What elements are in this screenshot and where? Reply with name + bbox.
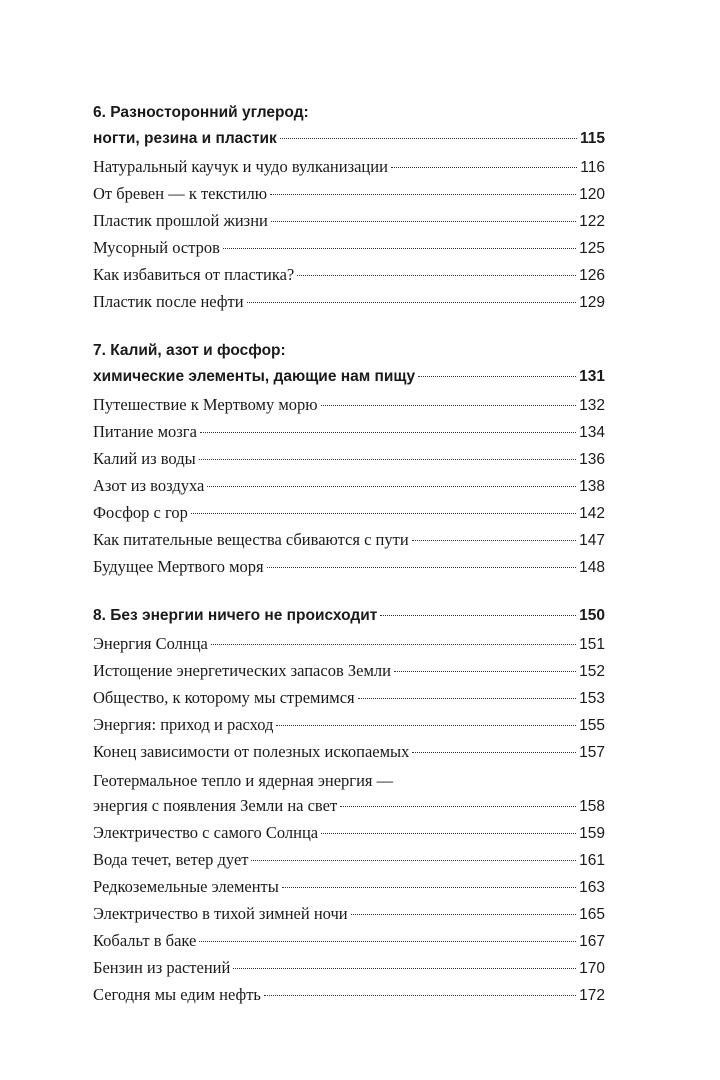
page-number: 172 — [579, 987, 605, 1004]
dot-leader — [247, 302, 577, 303]
toc-entry[interactable] — [93, 153, 605, 180]
chapter-subtitle: химические элементы, дающие нам пищу — [93, 368, 416, 385]
entry-title: Калий из воды — [93, 449, 196, 468]
toc-entry[interactable] — [93, 846, 605, 873]
toc-entry[interactable] — [93, 792, 605, 819]
toc-entry[interactable] — [93, 207, 605, 234]
chapter-8 — [93, 603, 605, 1008]
toc-entry[interactable] — [93, 499, 605, 526]
dot-leader — [340, 806, 576, 807]
entry-title: Электричество в тихой зимней ночи — [93, 904, 348, 923]
dot-leader — [351, 914, 577, 915]
dot-leader — [211, 644, 576, 645]
toc-entry[interactable] — [93, 954, 605, 981]
entry-title: Геотермальное тепло и ядерная энергия — — [93, 771, 394, 790]
dot-leader — [264, 995, 576, 996]
toc-entry[interactable] — [93, 180, 605, 207]
chapter-title-entry[interactable] — [93, 603, 605, 629]
toc-entry[interactable] — [93, 630, 605, 657]
entry-title: Сегодня мы едим нефть — [93, 985, 261, 1004]
toc-entry[interactable] — [93, 684, 605, 711]
chapter-6 — [93, 100, 605, 315]
entry-title: Редкоземельные элементы — [93, 877, 279, 896]
page-number: 134 — [579, 424, 605, 441]
dot-leader — [412, 540, 576, 541]
page-number: 151 — [579, 636, 605, 653]
toc-entry[interactable] — [93, 900, 605, 927]
entry-title: Фосфор с гор — [93, 503, 188, 522]
toc-entry[interactable] — [93, 711, 605, 738]
dot-leader — [200, 432, 576, 433]
dot-leader — [394, 671, 576, 672]
entry-title: энергия с появления Земли на свет — [93, 796, 338, 815]
chapter-title: 7. Калий, азот и фосфор: — [93, 342, 286, 359]
entry-title: Бензин из растений — [93, 958, 231, 977]
page-number: 153 — [579, 690, 605, 707]
dot-leader — [297, 275, 576, 276]
page-number: 122 — [579, 213, 605, 230]
page-number: 115 — [579, 130, 605, 147]
dot-leader — [391, 167, 577, 168]
page-number: 167 — [579, 933, 605, 950]
entry-title: Кобальт в баке — [93, 931, 197, 950]
page-number: 161 — [579, 852, 605, 869]
dot-leader — [223, 248, 576, 249]
entry-title: Как избавиться от пластика? — [93, 265, 295, 284]
entry-title: Как питательные вещества сбиваются с пути — [93, 530, 409, 549]
dot-leader — [251, 860, 576, 861]
toc-entry[interactable] — [93, 927, 605, 954]
page-number: 138 — [579, 478, 605, 495]
page-number: 132 — [579, 397, 605, 414]
dot-leader — [199, 941, 576, 942]
entry-title: Общество, к которому мы стремимся — [93, 688, 355, 707]
chapter-title: 6. Разносторонний углерод: — [93, 104, 309, 121]
toc-entry[interactable] — [93, 234, 605, 261]
toc-entry[interactable] — [93, 553, 605, 580]
dot-leader — [270, 194, 576, 195]
page-number: 163 — [579, 879, 605, 896]
page-number: 125 — [579, 240, 605, 257]
entry-title: Питание мозга — [93, 422, 197, 441]
dot-leader — [380, 615, 576, 616]
page-number: 155 — [579, 717, 605, 734]
dot-leader — [191, 513, 576, 514]
dot-leader — [412, 752, 576, 753]
entry-title: Пластик прошлой жизни — [93, 211, 268, 230]
page-number: 150 — [579, 607, 605, 624]
page-number: 147 — [579, 532, 605, 549]
entry-title: Натуральный каучук и чудо вулканизации — [93, 157, 388, 176]
chapter-7 — [93, 338, 605, 580]
entry-title: Вода течет, ветер дует — [93, 850, 249, 869]
dot-leader — [321, 405, 577, 406]
toc-entry-first-line[interactable] — [93, 770, 605, 792]
entry-title: Мусорный остров — [93, 238, 220, 257]
page-number: 170 — [579, 960, 605, 977]
toc-entry[interactable] — [93, 288, 605, 315]
entry-title: Будущее Мертвого моря — [93, 557, 264, 576]
dot-leader — [271, 221, 576, 222]
dot-leader — [199, 459, 576, 460]
table-of-contents — [93, 100, 605, 1031]
dot-leader — [418, 376, 576, 377]
dot-leader — [358, 698, 576, 699]
page-number: 158 — [579, 798, 605, 815]
page-number: 136 — [579, 451, 605, 468]
entry-title: Путешествие к Мертвому морю — [93, 395, 318, 414]
page-number: 159 — [579, 825, 605, 842]
dot-leader — [233, 968, 576, 969]
chapter-title-entry[interactable] — [93, 364, 605, 390]
toc-entry[interactable] — [93, 472, 605, 499]
page-number: 126 — [579, 267, 605, 284]
page-number: 157 — [579, 744, 605, 761]
toc-entry[interactable] — [93, 418, 605, 445]
entry-title: Электричество с самого Солнца — [93, 823, 319, 842]
chapter-title-entry[interactable] — [93, 126, 605, 152]
toc-entry[interactable] — [93, 657, 605, 684]
page-number: 131 — [579, 368, 605, 385]
entry-title: Пластик после нефти — [93, 292, 244, 311]
toc-entry[interactable] — [93, 526, 605, 553]
toc-entry[interactable] — [93, 738, 605, 765]
dot-leader — [280, 138, 577, 139]
dot-leader — [276, 725, 576, 726]
dot-leader — [282, 887, 576, 888]
chapter-title: 8. Без энергии ничего не происходит — [93, 607, 378, 624]
page-number: 148 — [579, 559, 605, 576]
chapter-subtitle: ногти, резина и пластик — [93, 130, 277, 147]
entry-title: Энергия Солнца — [93, 634, 208, 653]
page-number: 165 — [579, 906, 605, 923]
page-number: 116 — [580, 159, 605, 176]
page-number: 152 — [579, 663, 605, 680]
page-number: 142 — [579, 505, 605, 522]
dot-leader — [267, 567, 577, 568]
entry-title: Конец зависимости от полезных ископаемых — [93, 742, 410, 761]
entry-title: Азот из воздуха — [93, 476, 205, 495]
page-number: 120 — [579, 186, 605, 203]
toc-entry[interactable] — [93, 981, 605, 1008]
entry-title: Истощение энергетических запасов Земли — [93, 661, 391, 680]
page-number: 129 — [579, 294, 605, 311]
toc-entry[interactable] — [93, 261, 605, 288]
toc-entry[interactable] — [93, 819, 605, 846]
entry-title: От бревен — к текстилю — [93, 184, 268, 203]
dot-leader — [207, 486, 576, 487]
toc-entry[interactable] — [93, 873, 605, 900]
entry-title: Энергия: приход и расход — [93, 715, 274, 734]
dot-leader — [321, 833, 576, 834]
toc-entry[interactable] — [93, 391, 605, 418]
toc-entry[interactable] — [93, 445, 605, 472]
